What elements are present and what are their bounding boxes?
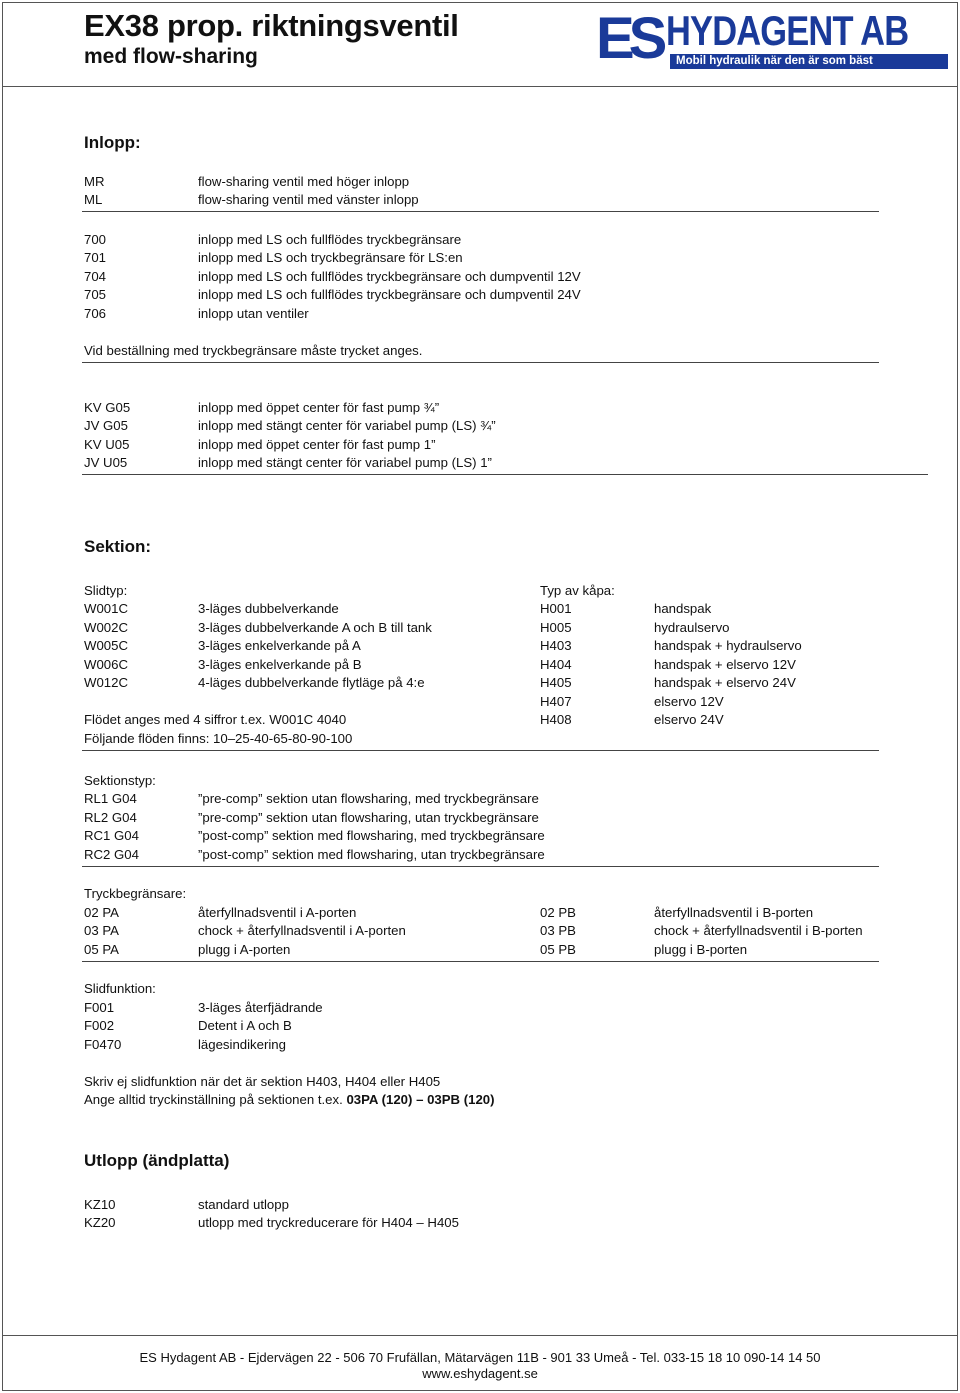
desc: handspak + hydraulservo [654,638,802,653]
desc: inlopp med öppet center för fast pump ¾” [198,400,440,415]
footer-divider [2,1335,958,1336]
code: H404 [540,657,572,672]
code: H403 [540,638,572,653]
code: RC1 G04 [84,828,139,843]
desc: återfyllnadsventil i B-porten [654,905,814,920]
desc: plugg i A-porten [198,942,291,957]
desc: ”pre-comp” sektion utan flowsharing, med tryckbegränsare [198,791,539,806]
footer-address: ES Hydagent AB - Ejdervägen 22 - 506 70 Frufällan, Mätarvägen 11B - 901 33 Umeå - Tel. 033-15 18 10 090-14 14 50 [139,1350,821,1365]
section-heading-inlopp: Inlopp: [84,133,141,152]
header-divider [2,86,958,87]
desc: ”post-comp” sektion med flowsharing, utan tryckbegränsare [198,847,545,862]
code: 05 PB [540,942,576,957]
code: ML [84,192,103,207]
desc: inlopp med LS och fullflödes tryckbegränsare och dumpventil 24V [198,287,581,302]
divider [82,474,928,475]
inlopp-note: Vid beställning med tryckbegränsare måste trycket anges. [84,343,423,358]
code: H405 [540,675,572,690]
sektionstyp-label: Sektionstyp: [84,773,156,788]
flow-note: Följande flöden finns: 10–25-40-65-80-90-100 [84,731,353,746]
desc: utlopp med tryckreducerare för H404 – H405 [198,1215,459,1230]
desc: flow-sharing ventil med vänster inlopp [198,192,419,207]
code: JV G05 [84,418,128,433]
code: 02 PA [84,905,119,920]
desc: återfyllnadsventil i A-porten [198,905,357,920]
code: 03 PB [540,923,576,938]
code: H408 [540,712,572,727]
kapa-label: Typ av kåpa: [540,583,615,598]
final-note-example: 03PA (120) – 03PB (120) [346,1092,495,1107]
desc: inlopp med stängt center för variabel pump (LS) 1” [198,455,492,470]
logo-mark: ES [596,6,662,71]
desc: flow-sharing ventil med höger inlopp [198,174,410,189]
desc: handspak + elservo 24V [654,675,796,690]
code: W012C [84,675,128,690]
code: W005C [84,638,128,653]
desc: chock + återfyllnadsventil i A-porten [198,923,406,938]
desc: hydraulservo [654,620,730,635]
desc: 3-läges dubbelverkande [198,601,339,616]
code: 700 [84,232,107,247]
desc: inlopp utan ventiler [198,306,309,321]
slidtyp-label: Slidtyp: [84,583,128,598]
code: RL1 G04 [84,791,137,806]
code: KZ10 [84,1197,116,1212]
code: RC2 G04 [84,847,139,862]
code: W001C [84,601,128,616]
flow-note: Flödet anges med 4 siffror t.ex. W001C 4040 [84,712,347,727]
divider [82,961,879,962]
desc: ”post-comp” sektion med flowsharing, med tryckbegränsare [198,828,545,843]
code: 02 PB [540,905,576,920]
code: 05 PA [84,942,119,957]
final-note-text: Ange alltid tryckinställning på sektionen t.ex. [84,1092,347,1107]
final-note: Skriv ej slidfunktion när det är sektion H403, H404 eller H405 [84,1074,441,1089]
desc: Detent i A och B [198,1018,292,1033]
divider [82,750,879,751]
code: 701 [84,250,107,265]
desc: inlopp med LS och fullflödes tryckbegränsare och dumpventil 12V [198,269,581,284]
final-note [84,1092,495,1107]
code: F0470 [84,1037,122,1052]
desc: 3-läges enkelverkande på B [198,657,362,672]
desc: inlopp med öppet center för fast pump 1” [198,437,436,452]
desc: chock + återfyllnadsventil i B-porten [654,923,863,938]
code: RL2 G04 [84,810,137,825]
page-subtitle: med flow-sharing [84,45,258,68]
desc: inlopp med LS och fullflödes tryckbegränsare [198,232,462,247]
company-logo [596,8,948,70]
desc: 3-läges enkelverkande på A [198,638,361,653]
code: H407 [540,694,572,709]
code: JV U05 [84,455,128,470]
code: 704 [84,269,107,284]
code: F001 [84,1000,115,1015]
code: KZ20 [84,1215,116,1230]
logo-name: HYDAGENT AB [666,7,909,54]
code: H001 [540,601,572,616]
desc: elservo 12V [654,694,724,709]
desc: 3-läges dubbelverkande A och B till tank [198,620,432,635]
desc: elservo 24V [654,712,724,727]
code: W006C [84,657,128,672]
desc: plugg i B-porten [654,942,748,957]
divider [82,362,879,363]
slidfunktion-label: Slidfunktion: [84,981,156,996]
desc: 3-läges återfjädrande [198,1000,323,1015]
page-title: EX38 prop. riktningsventil [84,8,459,43]
code: MR [84,174,105,189]
desc: standard utlopp [198,1197,289,1212]
section-heading-sektion: Sektion: [84,537,152,556]
code: KV U05 [84,437,130,452]
tryck-label: Tryckbegränsare: [84,886,187,901]
code: W002C [84,620,128,635]
code: 706 [84,306,107,321]
desc: lägesindikering [198,1037,286,1052]
section-heading-utlopp: Utlopp (ändplatta) [84,1151,230,1170]
footer-website-link[interactable]: www.eshydagent.se [422,1366,538,1381]
desc: inlopp med LS och tryckbegränsare för LS:en [198,250,463,265]
desc: handspak + elservo 12V [654,657,796,672]
desc: handspak [654,601,712,616]
desc: 4-läges dubbelverkande flytläge på 4:e [198,675,425,690]
desc: inlopp med stängt center för variabel pump (LS) ¾” [198,418,496,433]
code: H005 [540,620,572,635]
divider [82,866,879,867]
divider [82,211,879,212]
code: F002 [84,1018,115,1033]
desc: ”pre-comp” sektion utan flowsharing, utan tryckbegränsare [198,810,539,825]
logo-tagline: Mobil hydraulik när den är som bäst [670,54,948,69]
code: 705 [84,287,107,302]
code: 03 PA [84,923,119,938]
code: KV G05 [84,400,131,415]
